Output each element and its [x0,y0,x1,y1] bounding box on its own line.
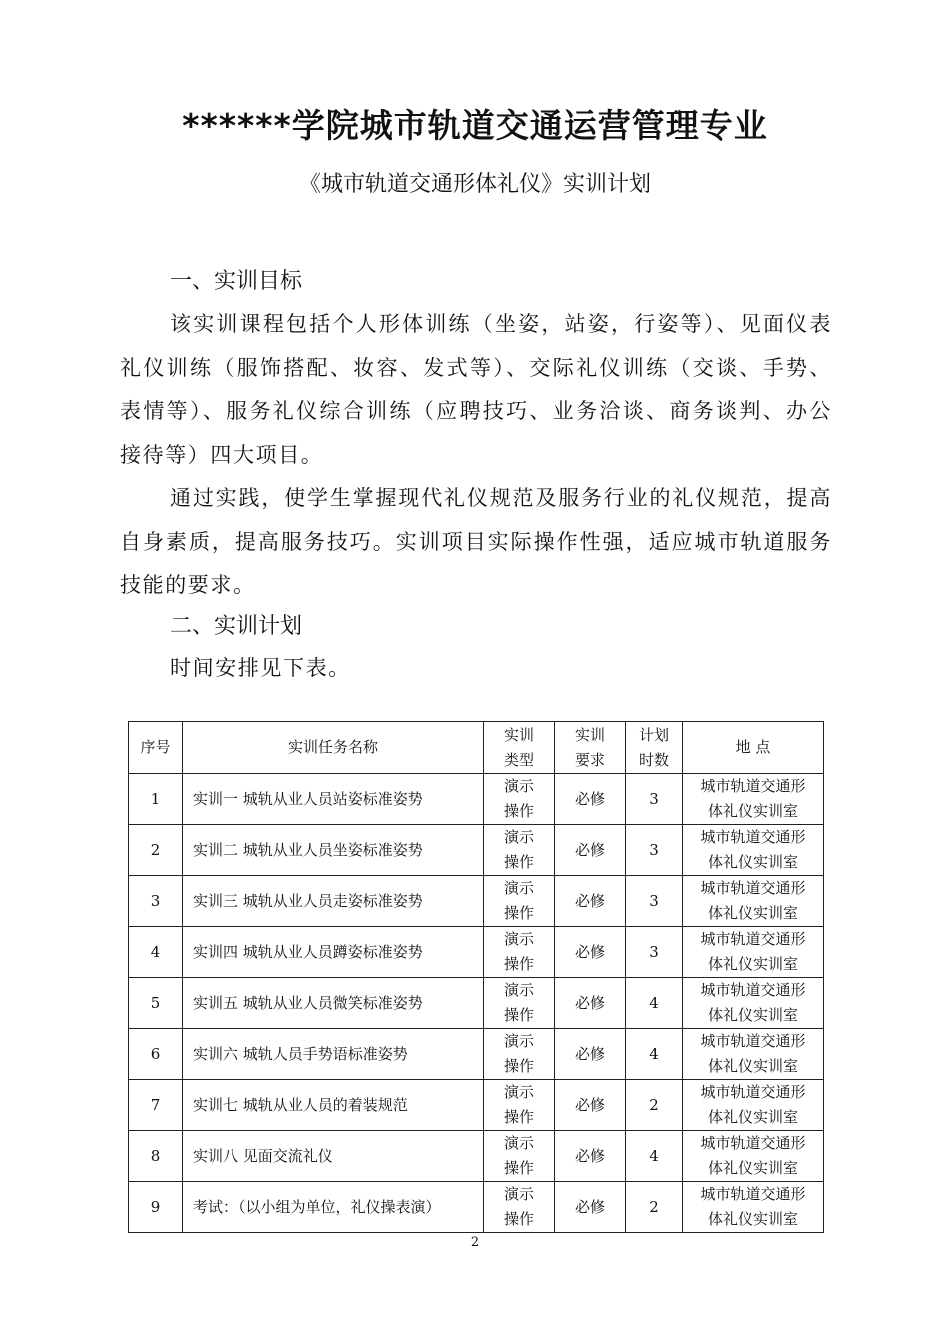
row-type-line1: 演示 [503,1083,534,1101]
row-type-line2: 操作 [503,1159,534,1177]
table-row [129,927,824,978]
row-location [683,1182,824,1233]
row-location-line2: 体礼仪实训室 [707,1006,798,1024]
row-task-name: 实训二 城轨从业人员坐姿标准姿势 [183,825,484,876]
table-header-row [129,722,824,774]
row-location-line2: 体礼仪实训室 [707,955,798,973]
row-hours: 3 [626,825,683,876]
table-row [129,825,824,876]
row-no: 8 [129,1131,183,1182]
row-location [683,1131,824,1182]
row-type [484,876,555,927]
row-requirement: 必修 [555,1182,626,1233]
header-hours-line1: 计划 [638,725,669,744]
row-type [484,825,555,876]
row-hours: 2 [626,1080,683,1131]
row-hours: 2 [626,1182,683,1233]
section2-heading: 二、实训计划 [170,614,303,639]
row-requirement: 必修 [555,927,626,978]
row-type [484,927,555,978]
header-location: 地 点 [683,722,824,774]
header-type-line1: 实训 [503,725,534,744]
section1-heading: 一、实训目标 [170,269,303,294]
header-requirement [555,722,626,774]
row-type-line1: 演示 [503,981,534,999]
row-hours: 4 [626,1029,683,1080]
row-location-line1: 城市轨道交通形 [700,1134,806,1152]
row-location-line2: 体礼仪实训室 [707,1159,798,1177]
row-task-name: 实训八 见面交流礼仪 [183,1131,484,1182]
row-type-line1: 演示 [503,1032,534,1050]
row-task-name: 实训三 城轨从业人员走姿标准姿势 [183,876,484,927]
row-location-line2: 体礼仪实训室 [707,1057,798,1075]
row-location-line1: 城市轨道交通形 [700,879,806,897]
row-type-line1: 演示 [503,930,534,948]
row-task-name: 实训七 城轨从业人员的着装规范 [183,1080,484,1131]
table-row [129,978,824,1029]
row-task-name: 实训五 城轨从业人员微笑标准姿势 [183,978,484,1029]
training-plan-table [128,721,824,1233]
page-number: 2 [470,1235,480,1250]
header-name: 实训任务名称 [183,722,484,774]
table-row [129,1080,824,1131]
row-location-line1: 城市轨道交通形 [700,930,806,948]
row-task-name: 实训四 城轨从业人员蹲姿标准姿势 [183,927,484,978]
header-requirement-line2: 要求 [574,750,605,769]
table-row [129,1182,824,1233]
row-requirement: 必修 [555,876,626,927]
table-row [129,1131,824,1182]
row-type-line1: 演示 [503,1185,534,1203]
row-requirement: 必修 [555,1131,626,1182]
row-type-line2: 操作 [503,1006,534,1024]
section2-intro: 时间安排见下表。 [170,656,351,680]
row-type [484,978,555,1029]
row-type-line2: 操作 [503,1210,534,1228]
row-location-line2: 体礼仪实训室 [707,1210,798,1228]
table-row [129,876,824,927]
row-location [683,927,824,978]
row-requirement: 必修 [555,978,626,1029]
row-type-line2: 操作 [503,853,534,871]
row-task-name: 考试：（以小组为单位，礼仪操表演） [183,1182,484,1233]
row-type-line2: 操作 [503,802,534,820]
row-type [484,1131,555,1182]
header-no: 序号 [129,722,183,774]
row-location-line1: 城市轨道交通形 [700,828,806,846]
section1-paragraph-2: 通过实践，使学生掌握现代礼仪规范及服务行业的礼仪规范，提高自身素质，提高服务技巧。实训项目实际操作性强，适应城市轨道服务技能的要求。 [120,486,832,597]
row-location-line2: 体礼仪实训室 [707,1108,798,1126]
row-hours: 3 [626,927,683,978]
row-location-line1: 城市轨道交通形 [700,1032,806,1050]
row-location [683,1080,824,1131]
row-requirement: 必修 [555,774,626,825]
row-no: 1 [129,774,183,825]
row-location-line1: 城市轨道交通形 [700,981,806,999]
row-no: 6 [129,1029,183,1080]
row-location [683,825,824,876]
row-type-line1: 演示 [503,1134,534,1152]
row-task-name: 实训六 城轨人员手势语标准姿势 [183,1029,484,1080]
row-hours: 3 [626,774,683,825]
header-hours-line2: 时数 [638,750,669,769]
row-requirement: 必修 [555,825,626,876]
section1-paragraph-1: 该实训课程包括个人形体训练（坐姿，站姿，行姿等）、见面仪表礼仪训练（服饰搭配、妆容、发式等）、交际礼仪训练（交谈、手势、表情等）、服务礼仪综合训练（应聘技巧、业务洽谈、商务谈判、办公接待等）四大项目。 [120,312,832,467]
row-type-line2: 操作 [503,955,534,973]
row-requirement: 必修 [555,1029,626,1080]
row-no: 7 [129,1080,183,1131]
row-location [683,774,824,825]
row-hours: 4 [626,978,683,1029]
row-location [683,1029,824,1080]
row-hours: 4 [626,1131,683,1182]
row-type [484,1080,555,1131]
row-no: 5 [129,978,183,1029]
row-type [484,1182,555,1233]
header-requirement-line1: 实训 [574,725,605,744]
row-type-line2: 操作 [503,1057,534,1075]
row-no: 3 [129,876,183,927]
row-location-line2: 体礼仪实训室 [707,904,798,922]
document-subtitle: 《城市轨道交通形体礼仪》实训计划 [298,172,651,197]
table-row [129,774,824,825]
row-no: 2 [129,825,183,876]
row-no: 9 [129,1182,183,1233]
row-type-line1: 演示 [503,828,534,846]
row-location-line1: 城市轨道交通形 [700,777,806,795]
row-hours: 3 [626,876,683,927]
row-type-line1: 演示 [503,879,534,897]
row-location-line1: 城市轨道交通形 [700,1083,806,1101]
header-type [484,722,555,774]
row-requirement: 必修 [555,1080,626,1131]
row-no: 4 [129,927,183,978]
row-type [484,1029,555,1080]
document-title: ******学院城市轨道交通运营管理专业 [182,106,768,145]
table-row [129,1029,824,1080]
header-hours [626,722,683,774]
row-location-line2: 体礼仪实训室 [707,802,798,820]
row-type [484,774,555,825]
row-task-name: 实训一 城轨从业人员站姿标准姿势 [183,774,484,825]
row-location [683,978,824,1029]
row-type-line2: 操作 [503,1108,534,1126]
row-type-line1: 演示 [503,777,534,795]
header-type-line2: 类型 [503,750,534,769]
row-type-line2: 操作 [503,904,534,922]
row-location [683,876,824,927]
row-location-line2: 体礼仪实训室 [707,853,798,871]
row-location-line1: 城市轨道交通形 [700,1185,806,1203]
